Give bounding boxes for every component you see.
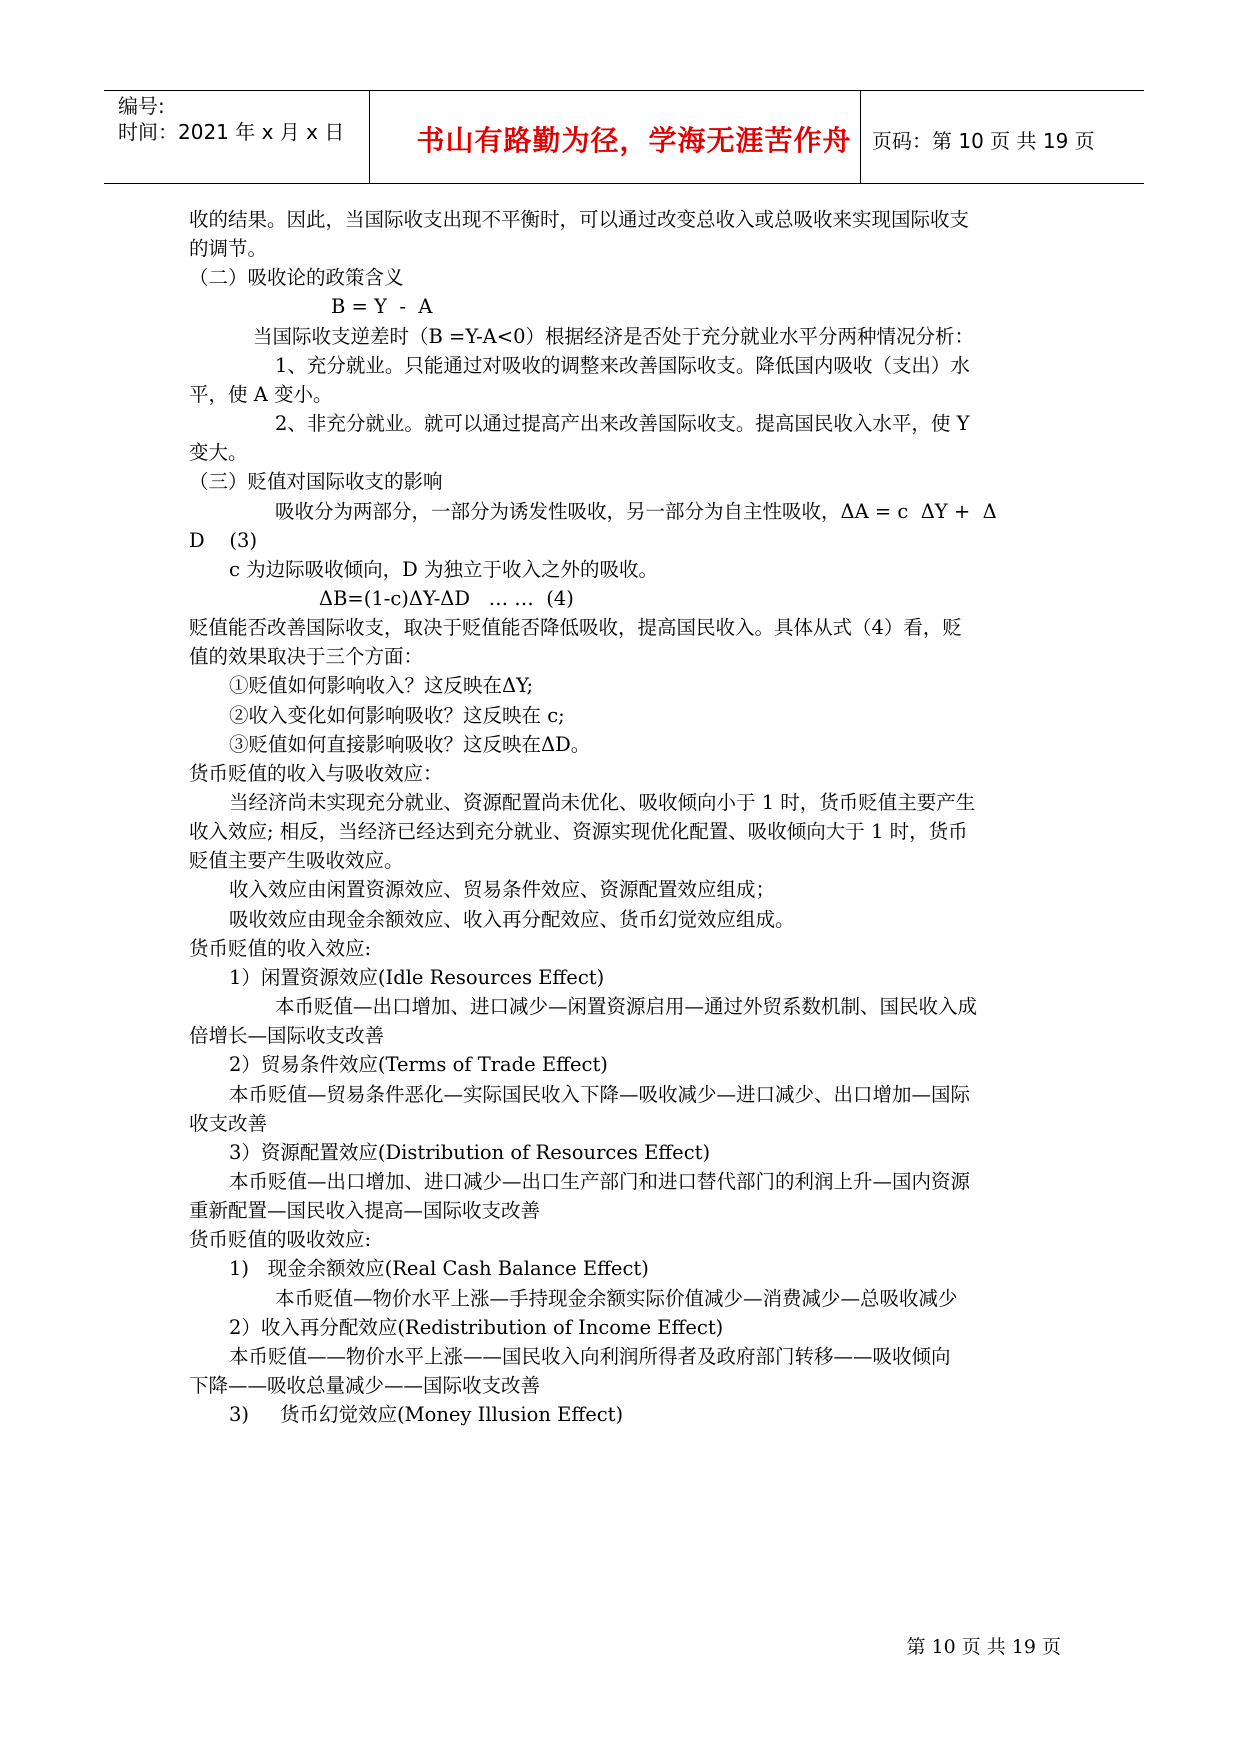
text-line: ②收入变化如何影响吸收？这反映在 c; xyxy=(229,703,565,727)
text-line: ③贬值如何直接影响吸收？这反映在ΔD。 xyxy=(229,732,591,756)
text-line: 平，使 A 变小。 xyxy=(189,382,333,406)
text-line: 变大。 xyxy=(189,441,248,465)
text-line: 的调节。 xyxy=(189,237,268,261)
text-line: 1、充分就业。只能通过对吸收的调整来改善国际收支。降低国内吸收（支出）水 xyxy=(275,353,970,377)
text-line: 吸收分为两部分，一部分为诱发性吸收，另一部分为自主性吸收，ΔA = c ΔY + Δ xyxy=(275,499,997,523)
text-line: 贬值主要产生吸收效应。 xyxy=(189,849,404,873)
text-line: 货币贬值的收入效应: xyxy=(189,936,372,960)
text-line: 1）闲置资源效应(Idle Resources Effect) xyxy=(229,965,605,989)
text-line: 下降——吸收总量减少——国际收支改善 xyxy=(189,1374,541,1397)
text-line: D (3) xyxy=(189,528,258,552)
text-line: B = Y - A xyxy=(331,295,433,319)
text-line: 2）贸易条件效应(Terms of Trade Effect) xyxy=(229,1053,608,1077)
text-line: c 为边际吸收倾向，D 为独立于收入之外的吸收。 xyxy=(229,557,658,581)
header-motto: 书山有路勤为径，学海无涯苦作舟 xyxy=(416,124,852,157)
text-line: 贬值能否改善国际收支，取决于贬值能否降低吸收，提高国民收入。具体从式（4）看，贬 xyxy=(189,616,962,640)
text-line: ΔB=(1-c)ΔY-ΔD … … (4) xyxy=(319,586,574,610)
text-line: 当国际收支逆差时（B =Y-A<0）根据经济是否处于充分就业水平分两种情况分析： xyxy=(253,324,975,348)
text-line: 本币贬值—出口增加、进口减少—出口生产部门和进口替代部门的利润上升—国内资源 xyxy=(229,1169,971,1193)
text-line: 货币贬值的吸收效应: xyxy=(189,1228,372,1252)
text-line: 吸收效应由现金余额效应、收入再分配效应、货币幻觉效应组成。 xyxy=(229,907,795,931)
text-line: 本币贬值—出口增加、进口减少—闲置资源启用—通过外贸系数机制、国民收入成 xyxy=(275,995,978,1019)
text-line: 收入效应; 相反，当经济已经达到充分就业、资源实现优化配置、吸收倾向大于 1 时，货币 xyxy=(189,820,968,844)
text-line: （二）吸收论的政策含义 xyxy=(189,266,404,290)
text-line: 收入效应由闲置资源效应、贸易条件效应、资源配置效应组成； xyxy=(229,878,776,902)
text-line: ①贬值如何影响收入？这反映在ΔY; xyxy=(229,674,534,698)
text-line: 2）收入再分配效应(Redistribution of Income Effect) xyxy=(229,1315,724,1339)
page-footer: 第 10 页 共 19 页 xyxy=(906,1636,1061,1658)
text-line: 1) 现金余额效应(Real Cash Balance Effect) xyxy=(229,1257,649,1281)
number-label: 编号: xyxy=(118,94,165,118)
text-line: 3) 货币幻觉效应(Money Illusion Effect) xyxy=(229,1403,624,1427)
text-line: 2、非充分就业。就可以通过提高产出来改善国际收支。提高国民收入水平，使 Y xyxy=(275,412,970,436)
text-line: 货币贬值的收入与吸收效应： xyxy=(189,761,443,785)
text-line: 收的结果。因此，当国际收支出现不平衡时，可以通过改变总收入或总吸收来实现国际收支 xyxy=(189,208,970,231)
text-line: 3）资源配置效应(Distribution of Resources Effect) xyxy=(229,1140,711,1164)
header-divider-right xyxy=(860,91,861,183)
text-line: 重新配置—国民收入提高—国际收支改善 xyxy=(189,1199,541,1223)
text-line: 本币贬值——物价水平上涨——国民收入向利润所得者及政府部门转移——吸收倾向 xyxy=(229,1344,951,1368)
text-line: 收支改善 xyxy=(189,1111,268,1135)
text-line: 值的效果取决于三个方面： xyxy=(189,645,424,669)
text-line: 当经济尚未实现充分就业、资源配置尚未优化、吸收倾向小于 1 时，货币贬值主要产生 xyxy=(229,791,976,814)
text-line: （三）贬值对国际收支的影响 xyxy=(189,470,443,494)
header-page-info: 页码：第 10 页 共 19 页 xyxy=(872,129,1095,153)
text-line: 倍增长—国际收支改善 xyxy=(189,1024,385,1048)
text-line: 本币贬值—贸易条件恶化—实际国民收入下降—吸收减少—进口减少、出口增加—国际 xyxy=(229,1082,971,1106)
page-header xyxy=(104,90,1144,184)
text-line: 本币贬值—物价水平上涨—手持现金余额实际价值减少—消费减少—总吸收减少 xyxy=(275,1286,958,1310)
time-label: 时间：2021 年 x 月 x 日 xyxy=(118,120,345,144)
header-meta xyxy=(118,93,344,145)
